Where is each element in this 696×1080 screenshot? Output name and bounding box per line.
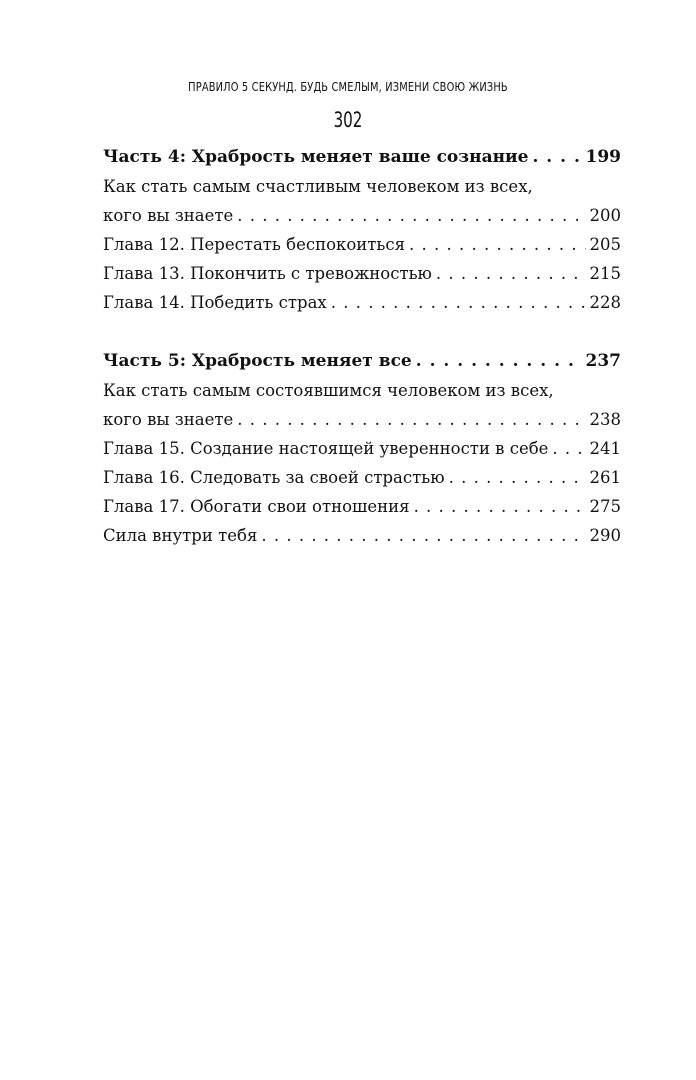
toc-part-entry[interactable] — [103, 347, 621, 376]
intro-page-number: 200 — [589, 206, 621, 225]
dot-leader — [414, 492, 586, 521]
toc-chapter-entry[interactable] — [103, 463, 621, 492]
toc-chapter-entry[interactable] — [103, 288, 621, 317]
intro-title-line: Как стать самым состоявшимся человеком из всех, — [103, 381, 554, 400]
part-page-number: 237 — [585, 351, 621, 371]
toc-chapter-entry[interactable] — [103, 230, 621, 259]
toc-chapter-entry[interactable] — [103, 434, 621, 463]
chapter-title: Глава 12. Перестать беспокоиться — [103, 235, 406, 254]
part-title: Часть 4: Храбрость меняет ваше сознание — [103, 147, 529, 167]
toc-chapter-entry[interactable] — [103, 259, 621, 288]
dot-leader — [237, 405, 585, 434]
toc-part-entry[interactable] — [103, 143, 621, 172]
intro-title-line: Как стать самым счастливым человеком из всех, — [103, 177, 533, 196]
chapter-title: Глава 15. Создание настоящей уверенности в себе — [103, 439, 549, 458]
dot-leader — [449, 463, 586, 492]
part-page-number: 199 — [585, 147, 621, 167]
chapter-page-number: 215 — [589, 264, 621, 283]
dot-leader — [532, 143, 581, 172]
page-number: 302 — [333, 108, 363, 132]
dot-leader — [436, 259, 586, 288]
chapter-page-number: 228 — [589, 293, 621, 312]
toc-chapter-entry[interactable] — [103, 521, 621, 550]
dot-leader — [237, 201, 585, 230]
dot-leader — [331, 288, 586, 317]
toc-intro-entry[interactable] — [103, 201, 621, 230]
chapter-title: Глава 14. Победить страх — [103, 293, 327, 312]
chapter-page-number: 290 — [589, 526, 621, 545]
running-head: ПРАВИЛО 5 СЕКУНД. БУДЬ СМЕЛЫМ, ИЗМЕНИ СВОЮ ЖИЗНЬ — [188, 80, 508, 94]
intro-page-number: 238 — [589, 410, 621, 429]
toc-section-part-4 — [103, 143, 621, 317]
dot-leader — [261, 521, 585, 550]
table-of-contents — [103, 143, 621, 580]
chapter-page-number: 205 — [589, 235, 621, 254]
toc-section-part-5 — [103, 347, 621, 550]
toc-chapter-entry[interactable] — [103, 492, 621, 521]
chapter-title: Глава 13. Покончить с тревожностью — [103, 264, 432, 283]
part-title: Часть 5: Храбрость меняет все — [103, 351, 412, 371]
dot-leader — [409, 230, 585, 259]
chapter-page-number: 261 — [589, 468, 621, 487]
dot-leader — [552, 434, 585, 463]
chapter-title: Глава 17. Обогати свои отношения — [103, 497, 410, 516]
intro-title-line: кого вы знаете — [103, 206, 234, 225]
chapter-page-number: 241 — [589, 439, 621, 458]
dot-leader — [416, 347, 582, 376]
chapter-title: Сила внутри тебя — [103, 526, 258, 545]
intro-title-line: кого вы знаете — [103, 410, 234, 429]
toc-intro-line — [103, 376, 621, 405]
toc-intro-line — [103, 172, 621, 201]
chapter-page-number: 275 — [589, 497, 621, 516]
toc-intro-entry[interactable] — [103, 405, 621, 434]
chapter-title: Глава 16. Следовать за своей страстью — [103, 468, 445, 487]
